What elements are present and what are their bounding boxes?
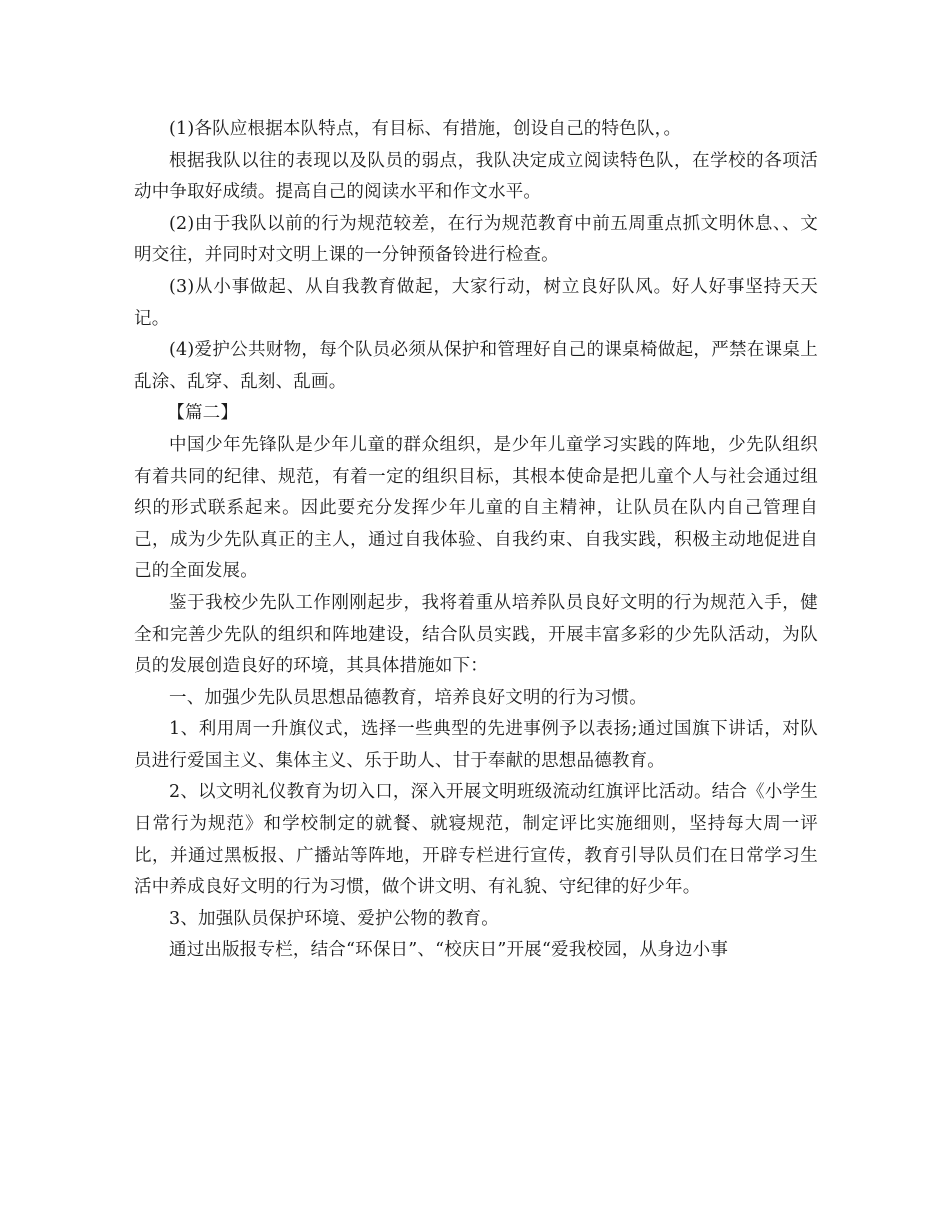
- paragraph-9: 1、利用周一升旗仪式，选择一些典型的先进事例予以表扬;通过国旗下讲话，对队员进行爱国主义、集体主义、乐于助人、甘于奉献的思想品德教育。: [134, 719, 818, 771]
- paragraph-5: (4)爱护公共财物，每个队员必须从保护和管理好自己的课桌椅做起，严禁在课桌上乱涂、乱穿、乱刻、乱画。: [134, 340, 818, 392]
- paragraph-7: 鉴于我校少先队工作刚刚起步，我将着重从培养队员良好文明的行为规范入手，健全和完善少先队的组织和阵地建设，结合队员实践，开展丰富多彩的少先队活动，为队员的发展创造良好的环境，其具体措施如下：: [134, 592, 818, 677]
- paragraph-4: (3)从小事做起、从自我教育做起，大家行动，树立良好队风。好人好事坚持天天记。: [134, 276, 818, 329]
- paragraph-2: 根据我队以往的表现以及队员的弱点，我队决定成立阅读特色队，在学校的各项活动中争取好成绩。提高自己的阅读水平和作文水平。: [134, 150, 818, 203]
- paragraph-1: (1)各队应根据本队特点，有目标、有措施，创设自己的特色队，。: [169, 119, 682, 139]
- paragraph-12: 通过出版报专栏，结合“环保日”、“校庆日”开展“爱我校园，从身边小事: [169, 940, 729, 961]
- paragraph-10: 2、以文明礼仪教育为切入口，深入开展文明班级流动红旗评比活动。结合《小学生日常行为规范》和学校制定的就餐、就寝规范，制定评比实施细则，坚持每大周一评比，并通过黑板报、广播站等阵地，开辟专栏进行宣传，教育引导队员们在日常学习生活中养成良好文明的行为习惯，做个讲文明、有礼貌、守纪律的好少年。: [134, 782, 818, 898]
- paragraph-11: 3、加强队员保护环境、爱护公物的教育。: [169, 908, 499, 929]
- paragraph-3: (2)由于我队以前的行为规范较差，在行为规范教育中前五周重点抓文明休息、、文明交往，并同时对文明上课的一分钟预备铃进行检查。: [134, 213, 818, 266]
- document-body: [134, 114, 818, 967]
- paragraph-8: 一、加强少先队员思想品德教育，培养良好文明的行为习惯。: [169, 687, 647, 708]
- section-heading: 【篇二】: [167, 403, 239, 424]
- paragraph-6: 中国少年先锋队是少年儿童的群众组织，是少年儿童学习实践的阵地，少先队组织有着共同的纪律、规范，有着一定的组织目标，其根本使命是把儿童个人与社会通过组织的形式联系起来。因此要充分发挥少年儿童的自主精神，让队员在队内自己管理自己，成为少先队真正的主人，通过自我体验、自我约束、自我实践，积极主动地促进自己的全面发展。: [134, 434, 818, 582]
